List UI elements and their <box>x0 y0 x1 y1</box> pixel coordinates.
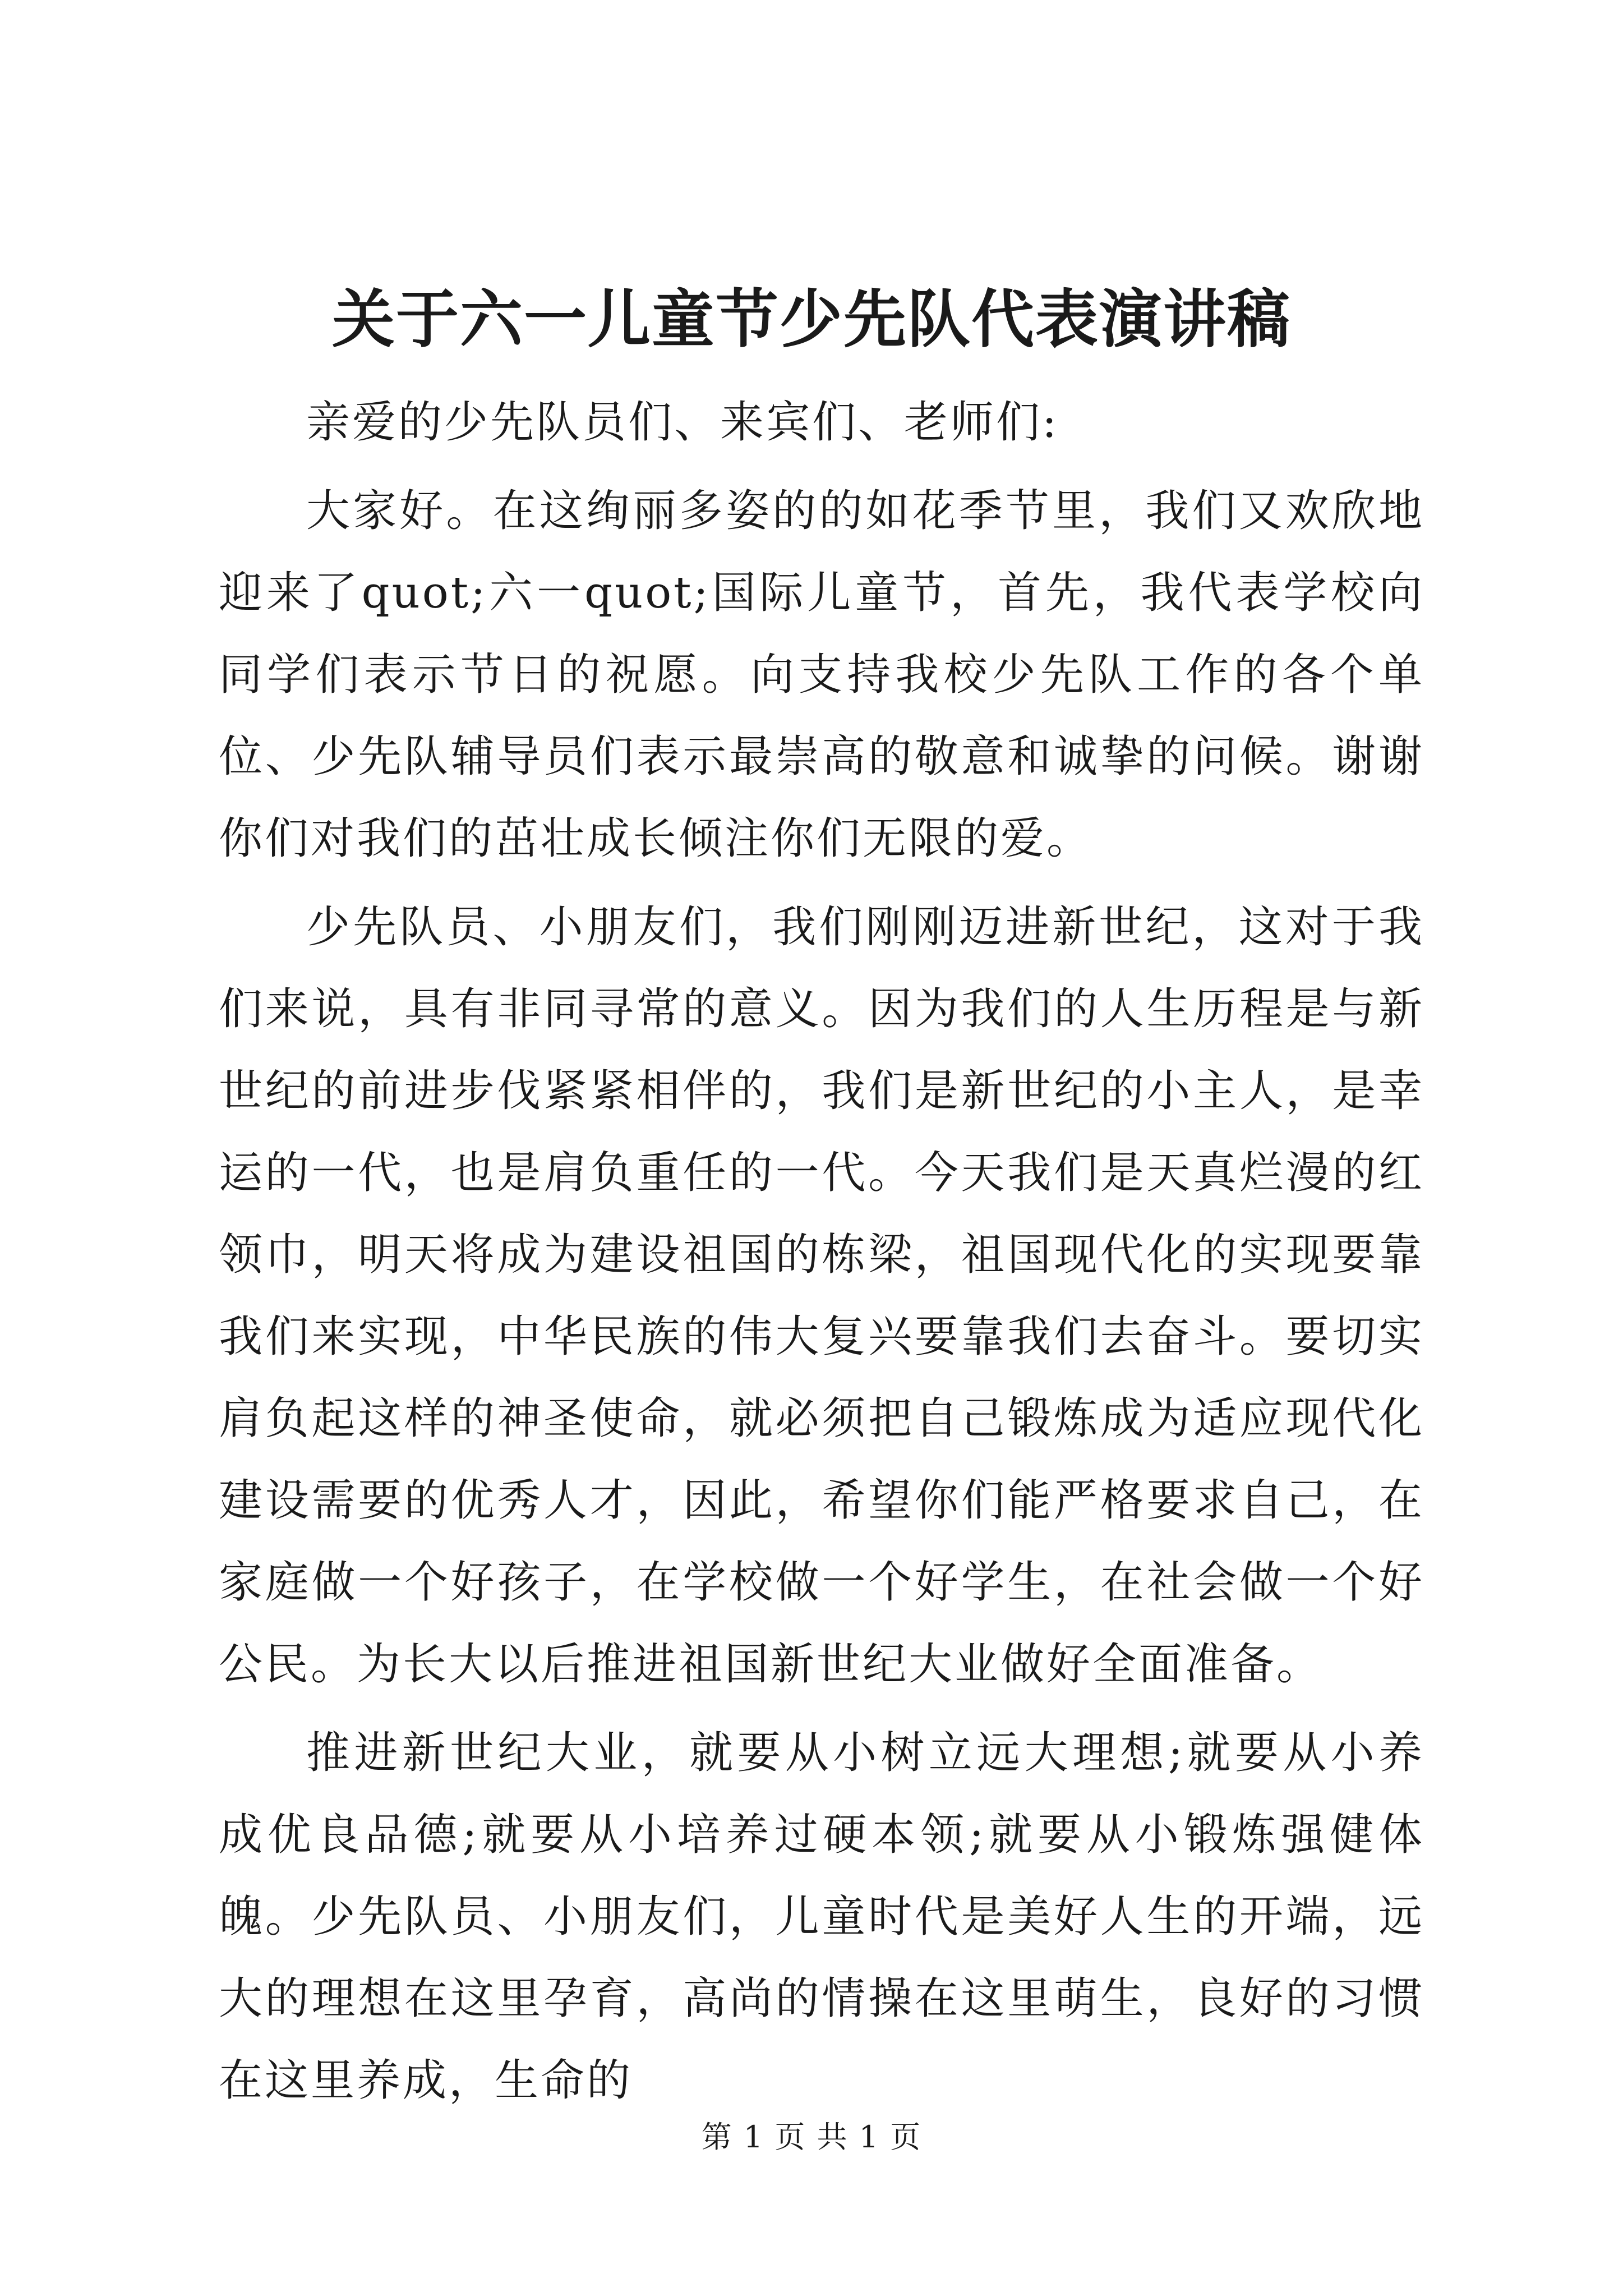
paragraph-1: 大家好。在这绚丽多姿的的如花季节里，我们又欢欣地迎来了quot;六一quot;国际儿童节，首先，我代表学校向同学们表示节日的祝愿。向支持我校少先队工作的各个单位、少先队辅导员们表示最崇高的敬意和诚挚的问候。谢谢你们对我们的茁壮成长倾注你们无限的爱。 <box>219 486 1424 864</box>
paragraph-2: 少先队员、小朋友们，我们刚刚迈进新世纪，这对于我们来说，具有非同寻常的意义。因为我们的人生历程是与新世纪的前进步伐紧紧相伴的，我们是新世纪的小主人，是幸运的一代，也是肩负重任的一代。今天我们是天真烂漫的红领巾，明天将成为建设祖国的栋梁，祖国现代化的实现要靠我们来实现，中华民族的伟大复兴要靠我们去奋斗。要切实肩负起这样的神圣使命，就必须把自己锻炼成为适应现代化建设需要的优秀人才，因此，希望你们能严格要求自己，在家庭做一个好孩子，在学校做一个好学生，在社会做一个好公民。为长大以后推进祖国新世纪大业做好全面准备。 <box>219 902 1424 1690</box>
paragraph-greeting: 亲爱的少先队员们、来宾们、老师们: <box>306 397 1059 448</box>
paragraph-3: 推进新世纪大业，就要从小树立远大理想;就要从小养成优良品德;就要从小培养过硬本领;就要从小锻炼强健体魄。少先队员、小朋友们，儿童时代是美好人生的开端，远大的理想在这里孕育，高尚的情操在这里萌生，良好的习惯在这里养成，生命的 <box>219 1728 1424 2106</box>
document-title: 关于六一儿童节少先队代表演讲稿 <box>332 283 1291 356</box>
page-footer: 第 1 页 共 1 页 <box>701 2119 922 2155</box>
document-body <box>219 381 1424 2128</box>
